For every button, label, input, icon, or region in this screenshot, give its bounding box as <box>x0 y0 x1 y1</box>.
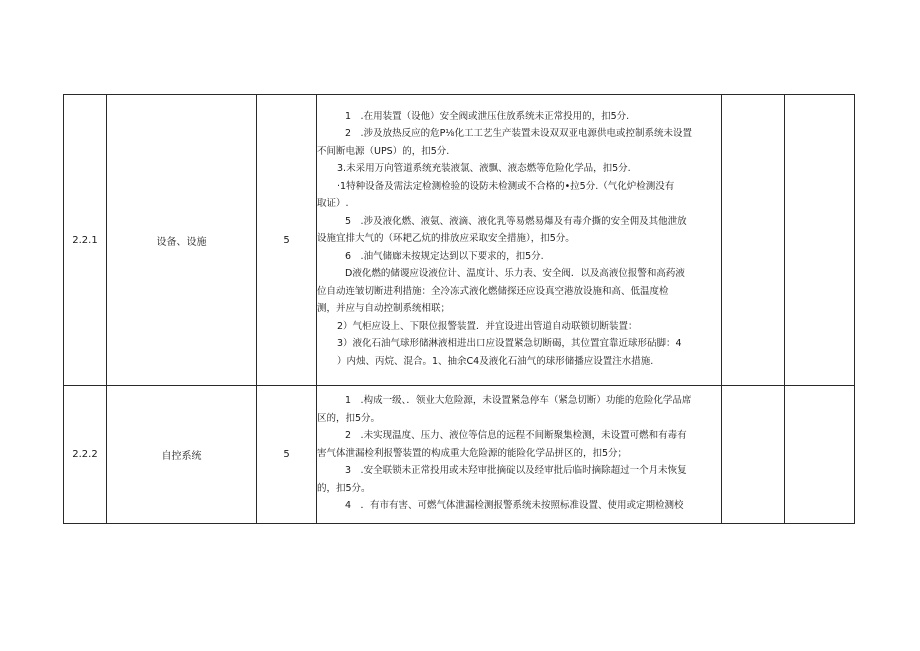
empty-cell <box>722 95 785 386</box>
empty-cell <box>785 386 855 524</box>
criteria-line: 区的，扣5分。 <box>317 412 381 424</box>
criteria-line: 不间断电源（UPS）的，扣5分. <box>317 145 450 157</box>
item-number: 2.2.2 <box>64 386 107 524</box>
criteria-line: 6 .油气储廊未按规定达到以下要求的，扣5分. <box>345 250 544 262</box>
criteria-line: ·1特种设备及需法定检测检验的设防未检测或不合格的•拉5分.（气化炉检测没有 <box>337 180 675 192</box>
item-name: 自控系统 <box>107 386 257 524</box>
item-score: 5 <box>257 386 317 524</box>
item-name: 设备、设施 <box>107 95 257 386</box>
criteria-line: 4 ．有市有害、可燃气体泄漏检测报警系统未按照标准设置、使用或定期检测校 <box>345 500 684 512</box>
criteria-line: 2）气柜应设上、下限位报警装置．并宜设进出管道自动联锁切断装置： <box>337 320 638 332</box>
empty-cell <box>722 386 785 524</box>
criteria-line: 5 .涉及液化燃、液氨、液滴、液化乳等易燃易爆及有毒介撕的安全佣及其他泄放 <box>345 215 687 227</box>
criteria-line: 测，并应与自动控制系统相联； <box>317 303 451 315</box>
table-row-2-2-1 <box>64 95 855 386</box>
inspection-table <box>63 94 855 524</box>
criteria-line: 取证）. <box>317 198 349 210</box>
criteria-line: 3 .安全联锁未正常投用或未羟审批摘碇以及经审批后临时摘除超过一个月未恢复 <box>345 465 687 477</box>
criteria-line: 的，扣5分。 <box>317 482 371 494</box>
criteria-line: 2 .未实现温度、压力、液位等信息的远程不间断聚集检测，未设置可燃和有毒有 <box>345 430 687 442</box>
item-criteria <box>317 95 722 386</box>
criteria-line: ）内烛、丙烷、混合。1、抽余C4及液化石油气的球形储播应设置注水措施. <box>337 355 654 367</box>
criteria-line: 3.未采用万向管道系统充装液氯、液飘、液态燃等危险化学品，扣5分. <box>337 163 631 175</box>
table-row-2-2-2 <box>64 386 855 524</box>
criteria-line: 3）液化石油气球形储淋液相进出口应设置紧急切断碣，其位置宜靠近球形砧脚：4 <box>337 338 682 350</box>
criteria-line: 设施宜排大气的（环耙乙炕的排放应采取安全措施），扣5分。 <box>317 233 575 245</box>
criteria-line: 1 .构成一级、．领业大危险源，未设置紧急停车（紧急切断）功能的危险化学品席 <box>345 395 692 407</box>
criteria-line: D液化燃的储谡应设液位计、温度计、乐力表、安全阀．以及高液位报警和高药液 <box>345 268 685 280</box>
item-score: 5 <box>257 95 317 386</box>
criteria-line: 位自动连皱切断进利措施：全冷冻式液化燃储探还应设真空港放设施和高、低温度检 <box>317 285 669 297</box>
criteria-line: 2 .涉及放热反应的危P⅛化工工艺生产装置未设双双亚电源供电或控制系统未设置 <box>345 128 693 140</box>
item-number: 2.2.1 <box>64 95 107 386</box>
criteria-line: 害气体泄漏检利报警装置的构成重大危险源的能险化学品拼区的，扣5分； <box>317 447 628 459</box>
item-criteria <box>317 386 722 524</box>
criteria-line: 1 .在用装置（设他）安全阀或泄压住放系统未正常投用的，扣5分. <box>345 110 630 122</box>
empty-cell <box>785 95 855 386</box>
